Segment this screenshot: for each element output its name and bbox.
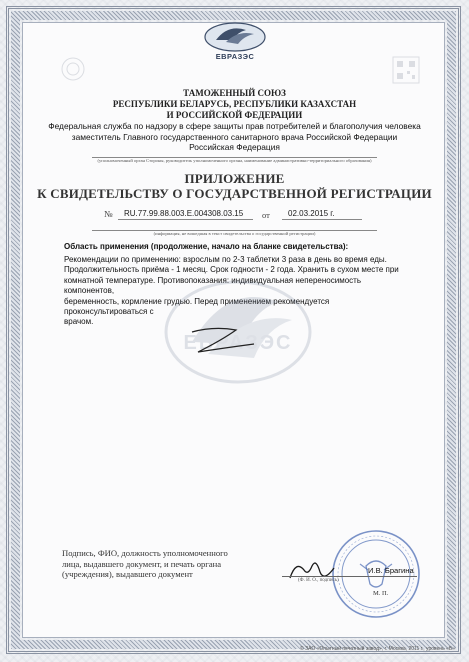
date-underline bbox=[282, 219, 362, 220]
security-pattern-icon bbox=[392, 56, 420, 84]
service-block bbox=[0, 121, 469, 153]
content-line-2: Продолжительность приёма - 1 месяц. Срок годности - 2 года. Хранить в сухом месте при bbox=[64, 265, 399, 275]
logo-text: ЕВРАЗЭС bbox=[215, 52, 255, 61]
signature-label-line-2: лица, выдавшего документ, и печать органа bbox=[62, 558, 222, 569]
eurasec-logo bbox=[198, 20, 272, 64]
date-label: от bbox=[262, 210, 270, 220]
printer-footer: © ЗАО «Опытный печатный завод», г. Москва, 2011 г., уровень «Б» bbox=[300, 646, 455, 652]
header-line-1: ТАМОЖЕННЫЙ СОЮЗ bbox=[183, 88, 286, 98]
content-heading: Область применения (продолжение, начало на бланке свидетельства): bbox=[64, 242, 349, 251]
content-line-4: беременность, кормление грудью. Перед применением рекомендуется проконсультироваться с bbox=[64, 296, 330, 317]
header-block bbox=[0, 88, 469, 121]
eurasec-emblem-icon bbox=[198, 20, 272, 52]
watermark-text: ЕВРАЗЭС bbox=[183, 332, 293, 354]
signatory-name: И.В. Брагина bbox=[368, 566, 414, 575]
signature-label bbox=[62, 548, 262, 580]
registration-date: 02.03.2015 г. bbox=[288, 209, 335, 218]
signature-label-line-3: (учреждения), выдавшего документ bbox=[62, 569, 193, 580]
service-line-1: Федеральная служба по надзору в сфере защиты прав потребителей и благополучия человека bbox=[48, 121, 421, 131]
number-underline bbox=[118, 219, 253, 220]
seal-label: М. П. bbox=[373, 590, 389, 597]
service-line-2: заместитель Главного государственного санитарного врача Российской Федерации bbox=[71, 131, 398, 142]
handwritten-mark-icon bbox=[184, 318, 264, 368]
service-line-3: Российская Федерация bbox=[189, 142, 280, 152]
signature-underline bbox=[282, 576, 417, 577]
document-title bbox=[0, 171, 469, 201]
hologram-mark-icon bbox=[60, 56, 86, 82]
header-line-3: И РОССИЙСКОЙ ФЕДЕРАЦИИ bbox=[166, 110, 303, 120]
organ-caption: (уполномоченный орган Стороны, руководитель уполномоченного органа, наименование административно-территориального образования) bbox=[97, 158, 372, 163]
content-line-3: комнатной температуре. Противопоказания: индивидуальная непереносимость компонентов, bbox=[64, 275, 361, 296]
registration-number: RU.77.99.88.003.E.004308.03.15 bbox=[124, 209, 244, 218]
signature-label-line-1: Подпись, ФИО, должность уполномоченного bbox=[62, 548, 228, 558]
title-line-1: ПРИЛОЖЕНИЕ bbox=[184, 171, 285, 186]
content-line-1: Рекомендации по применению: взрослым по 2-3 таблетки 3 раза в день во время еды. bbox=[64, 255, 387, 264]
content-line-5: врачом. bbox=[64, 317, 94, 327]
signature-caption: (Ф. И. О., подпись) bbox=[298, 578, 339, 583]
info-caption: (информация, не вошедшая в текст свидетельства о государственной регистрации) bbox=[153, 231, 316, 236]
header-line-2: РЕСПУБЛИКИ БЕЛАРУСЬ, РЕСПУБЛИКИ КАЗАХСТАН bbox=[112, 99, 357, 109]
title-line-2: К СВИДЕТЕЛЬСТВУ О ГОСУДАРСТВЕННОЙ РЕГИСТРАЦИИ bbox=[37, 186, 432, 201]
number-label: № bbox=[104, 209, 113, 219]
